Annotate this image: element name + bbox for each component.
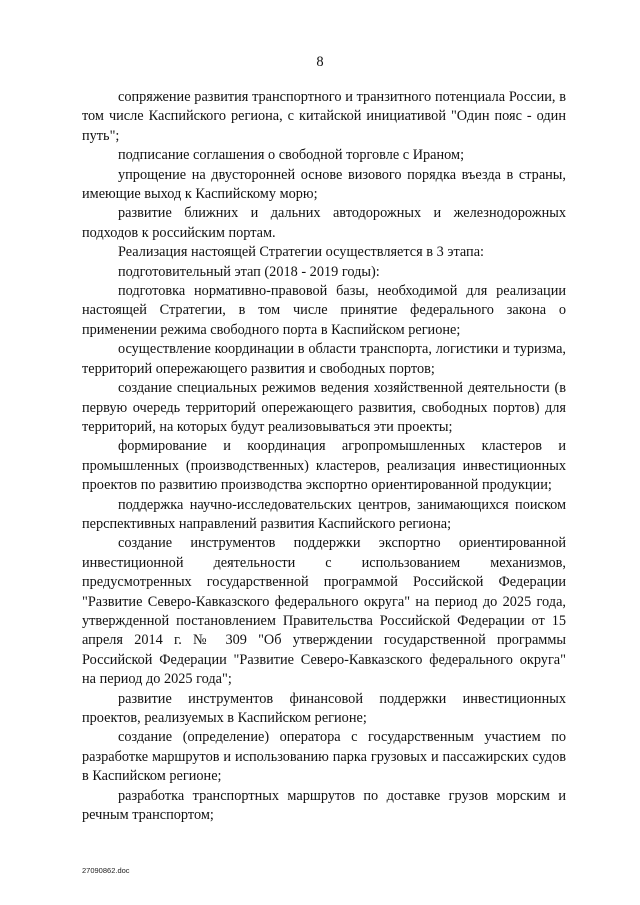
paragraph: подписание соглашения о свободной торговле с Ираном; — [118, 147, 465, 164]
paragraph: формирование и координация агропромышленных кластеров и промышленных (производственных) кластеров, реализация инвестиционных проектов по развитию производства экспортно ориентированной продукции; — [82, 438, 566, 494]
paragraph: создание (определение) оператора с государственным участием по разработке маршрутов и использованию парка грузовых и пассажирских судов в Каспийском регионе; — [82, 729, 566, 785]
page-number: 8 — [316, 54, 324, 70]
paragraph: поддержка научно-исследовательских центров, занимающихся поиском перспективных направлений развития Каспийского региона; — [82, 496, 566, 532]
paragraph: сопряжение развития транспортного и транзитного потенциала России, в том числе Каспийского региона, с китайской инициативой "Один пояс - один путь"; — [82, 89, 566, 144]
paragraph: развитие ближних и дальних автодорожных и железнодорожных подходов к российским портам. — [82, 205, 566, 241]
footer-document-code: 27090862.doc — [82, 866, 130, 875]
document-body — [82, 88, 566, 825]
paragraph: осуществление координации в области транспорта, логистики и туризма, территорий опережающего развития и свободных портов; — [82, 341, 566, 377]
paragraph: разработка транспортных маршрутов по доставке грузов морским и речным транспортом; — [82, 787, 566, 824]
paragraph: развитие инструментов финансовой поддержки инвестиционных проектов, реализуемых в Каспийском регионе; — [82, 690, 566, 726]
paragraph: упрощение на двусторонней основе визового порядка въезда в страны, имеющие выход к Каспийскому морю; — [82, 166, 566, 203]
paragraph: создание инструментов поддержки экспортно ориентированной инвестиционной деятельности с использованием механизмов, предусмотренных государственной программой Российской Федерации "Развитие Северо-Кавказского федерального округа" на период до 2025 года, утвержденной постановлением Правительства Российской Федерации от 15 апреля 2014 г. № 309 "Об утверждении государственной программы Российской Федерации "Развитие Северо-Кавказского федерального округа" на период до 2025 года"; — [82, 535, 566, 688]
paragraph: создание специальных режимов ведения хозяйственной деятельности (в первую очередь территорий опережающего развития, свободных портов) для территорий, на которых будут реализовываться эти проекты; — [82, 380, 566, 435]
paragraph: подготовительный этап (2018 - 2019 годы): — [118, 263, 380, 280]
paragraph: Реализация настоящей Стратегии осуществляется в 3 этапа: — [118, 244, 485, 261]
paragraph: подготовка нормативно-правовой базы, необходимой для реализации настоящей Стратегии, в том числе принятие федерального закона о применении режима свободного порта в Каспийском регионе; — [82, 283, 566, 338]
